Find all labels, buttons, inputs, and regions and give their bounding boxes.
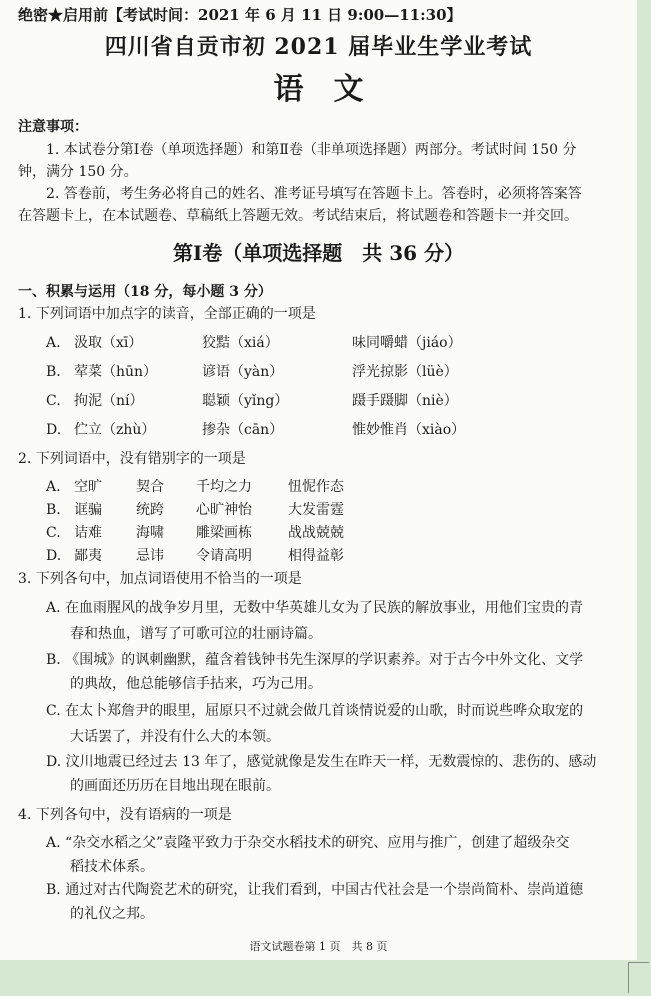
option-word: 战战兢兢 xyxy=(288,525,344,541)
option-word: 荤菜（hūn） xyxy=(74,364,158,380)
option-word: 令请高明 xyxy=(196,548,252,564)
option-word: 忌讳 xyxy=(136,548,164,564)
confidential-line: 绝密★启用前【考试时间：2021 年 6 月 11 日 9:00—11:30】 xyxy=(18,6,462,24)
option-letter: D. xyxy=(46,548,62,564)
option-word: 契合 xyxy=(136,479,164,495)
answer-line: A. 在血雨腥风的战争岁月里，无数中华英雄儿女为了民族的解放事业，用他们宝贵的青 xyxy=(46,600,584,616)
answer-line: B. 通过对古代陶瓷艺术的研究，让我们看到，中国古代社会是一个崇尚简朴、崇尚道德 xyxy=(46,882,584,898)
scan-edge xyxy=(628,962,649,993)
option-letter: B. xyxy=(46,364,61,380)
option-letter: C. xyxy=(46,525,61,541)
option-word: 谚语（yàn） xyxy=(202,364,284,380)
answer-line: 大话罢了，并没有什么大的本领。 xyxy=(70,729,280,745)
answer-line: D. 汶川地震已经过去 13 年了，感觉就像是发生在昨天一样，无数震惊的、悲伤的、感动 xyxy=(46,754,597,770)
notice-line: 在答题卡上，在本试题卷、草稿纸上答题无效。考试结束后，将试题卷和答题卡一并交回。 xyxy=(18,208,578,224)
option-word: 诓骗 xyxy=(74,502,102,518)
question-stem: 4. 下列各句中，没有语病的一项是 xyxy=(18,807,232,823)
section-title: 第Ⅰ卷（单项选择题 共 36 分） xyxy=(172,241,465,265)
part-heading: 一、积累与运用（18 分，每小题 3 分） xyxy=(18,284,272,300)
option-word: 心旷神怡 xyxy=(196,502,252,518)
answer-line: 的礼仪之邦。 xyxy=(70,906,154,922)
answer-line: 的典故，他总能够信手拈来，巧为己用。 xyxy=(70,676,322,692)
option-word: 拘泥（ní） xyxy=(74,393,144,409)
option-word: 聪颖（yǐng） xyxy=(202,393,289,409)
exam-title: 四川省自贡市初 2021 届毕业生学业考试 xyxy=(104,34,533,60)
option-word: 味同嚼蜡（jiáo） xyxy=(352,335,462,351)
option-word: 忸怩作态 xyxy=(288,479,344,495)
option-word: 蹑手蹑脚（niè） xyxy=(352,393,458,409)
subject-title: 语 文 xyxy=(273,72,364,107)
notice-line: 钟，满分 150 分。 xyxy=(18,164,138,180)
option-word: 相得益彰 xyxy=(288,548,344,564)
question-stem: 1. 下列词语中加点字的读音，全部正确的一项是 xyxy=(18,306,316,322)
option-word: 浮光掠影（lüè） xyxy=(352,364,458,380)
question-stem: 3. 下列各句中，加点词语使用不恰当的一项是 xyxy=(18,571,302,587)
option-word: 空旷 xyxy=(74,479,102,495)
answer-line: 稻技术体系。 xyxy=(70,859,154,875)
option-word: 掺杂（cān） xyxy=(202,422,284,438)
option-word: 汲取（xī） xyxy=(74,335,143,351)
option-word: 海啸 xyxy=(136,525,164,541)
notice-heading: 注意事项： xyxy=(18,119,88,135)
option-word: 鄙夷 xyxy=(74,548,102,564)
option-word: 统跨 xyxy=(136,502,164,518)
answer-line: 春和热血，谱写了可歌可泣的壮丽诗篇。 xyxy=(70,626,322,642)
answer-line: A. “杂交水稻之父”袁隆平致力于杂交水稻技术的研究、应用与推广，创建了超级杂交 xyxy=(46,835,570,851)
notice-line: 1. 本试卷分第Ⅰ卷（单项选择题）和第Ⅱ卷（非单项选择题）两部分。考试时间 150 分 xyxy=(46,142,577,158)
option-word: 狡黠（xiá） xyxy=(202,335,279,351)
answer-line: 的画面还历历在目地出现在眼前。 xyxy=(70,778,280,794)
option-word: 千均之力 xyxy=(196,479,252,495)
option-letter: C. xyxy=(46,393,61,409)
answer-line: C. 在太卜郑詹尹的眼里，屈原只不过就会做几首谈情说爱的山歌，时而说些哗众取宠的 xyxy=(46,703,584,719)
option-word: 诘难 xyxy=(74,525,102,541)
option-word: 惟妙惟肖（xiào） xyxy=(352,422,466,438)
option-letter: A. xyxy=(46,479,61,495)
option-word: 伫立（zhù） xyxy=(74,422,156,438)
option-letter: D. xyxy=(46,422,62,438)
answer-line: B. 《围城》的讽刺幽默，蕴含着钱钟书先生深厚的学识素养。对于古今中外文化、文学 xyxy=(46,652,584,668)
option-letter: B. xyxy=(46,502,61,518)
page-footer: 语文试题卷第 1 页 共 8 页 xyxy=(249,940,388,953)
notice-line: 2. 答卷前，考生务必将自己的姓名、准考证号填写在答题卡上。答卷时，必须将答案答 xyxy=(46,186,582,202)
question-stem: 2. 下列词语中，没有错别字的一项是 xyxy=(18,451,246,467)
option-word: 大发雷霆 xyxy=(288,502,344,518)
option-letter: A. xyxy=(46,335,61,351)
option-word: 雕梁画栋 xyxy=(196,525,252,541)
